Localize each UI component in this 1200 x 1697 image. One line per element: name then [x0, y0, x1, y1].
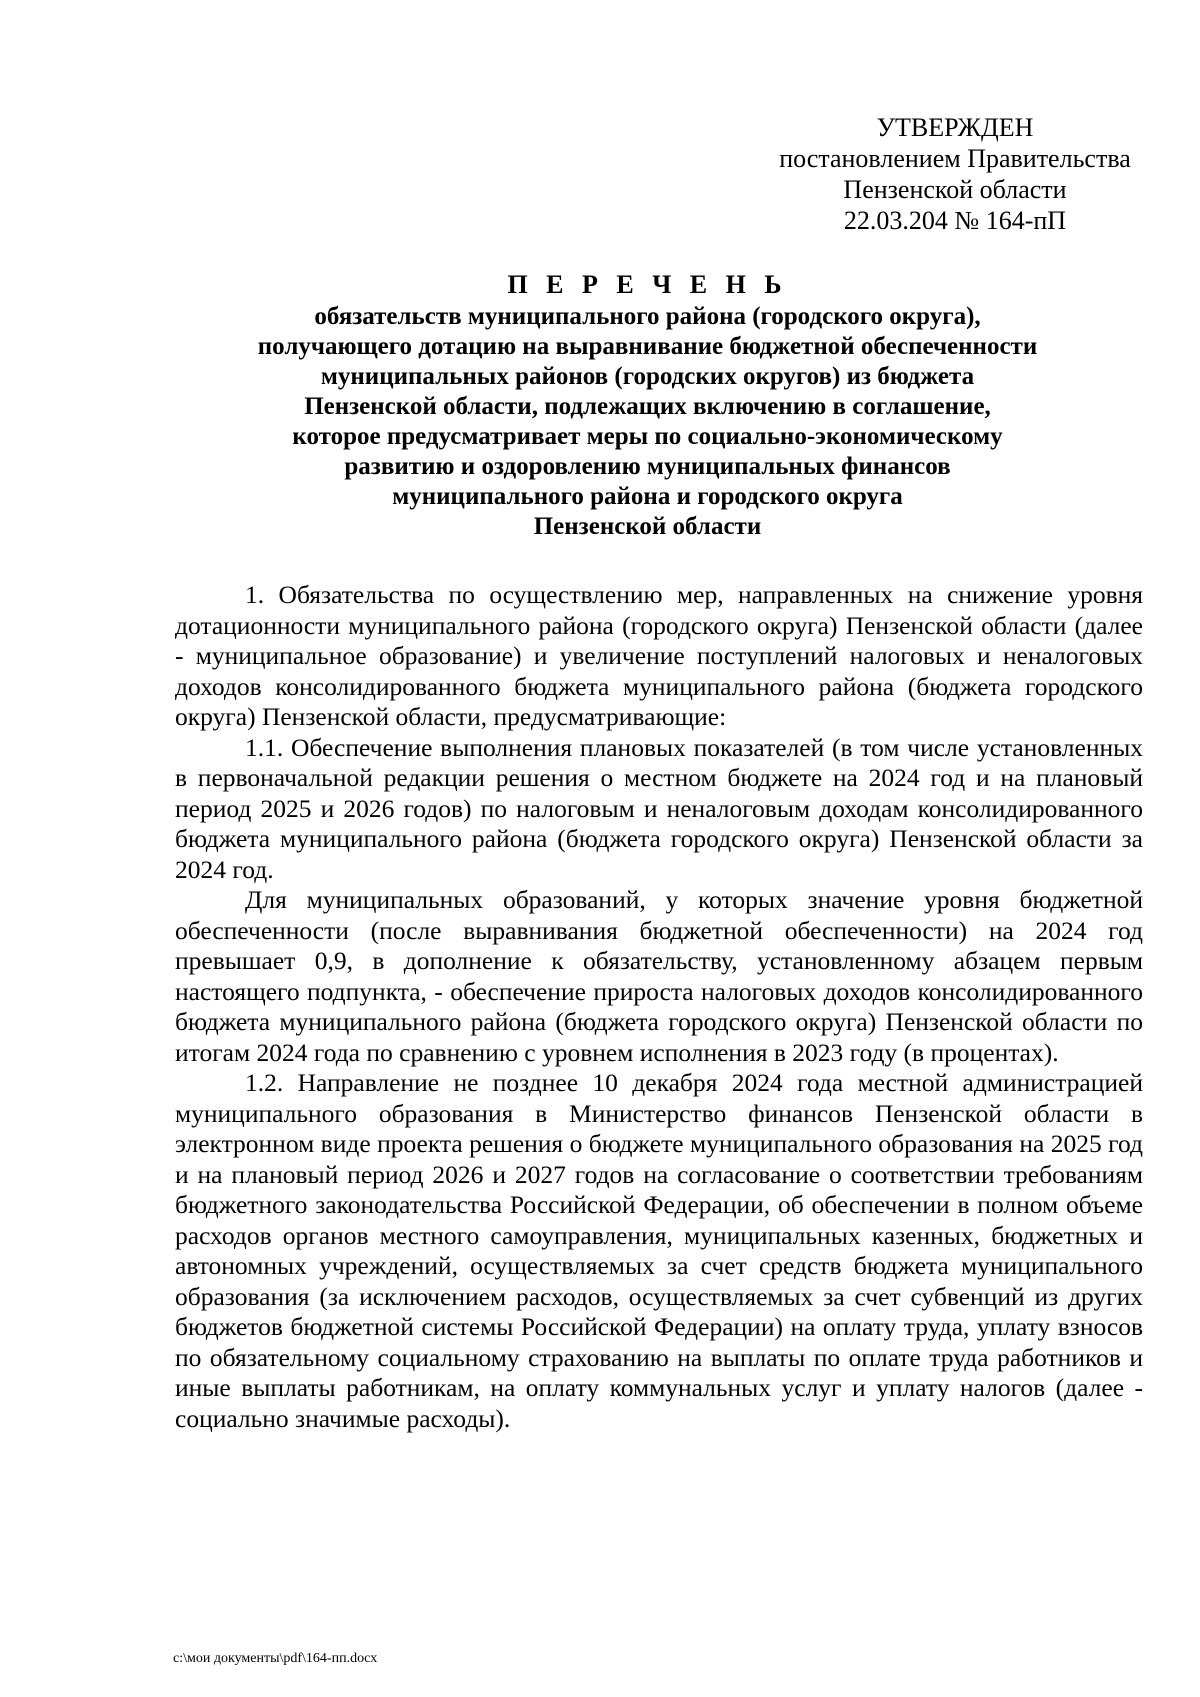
- title-line-5: которое предусматривает меры по социально-экономическому: [292, 423, 1003, 450]
- approval-date-number: 22.03.204 № 164-пП: [843, 206, 1067, 235]
- title-heading: П Е Р Е Ч Е Н Ь: [507, 270, 788, 299]
- footer-file-path: c:\мои документы\pdf\164-пп.docx: [173, 1651, 378, 1666]
- paragraph-1-2: 1.2. Направление не позднее 10 декабря 2024 года местной администрацией муниципального образования в Министерство финансов Пензенской области в электронном виде проекта решения о бюджете муниципального образования на 2025 год и на плановый период 2026 и 2027 годов на согласование о соответствии требованиям бюджетного законодательства Российской Федерации, об обеспечении в полном объеме расходов органов местного самоуправления, муниципальных казенных, бюджетных и автономных учреждений, осуществляемых за счет средств бюджета муниципального образования (за исключением расходов, осуществляемых за счет субвенций из других бюджетов бюджетной системы Российской Федерации) на оплату труда, уплату взносов по обязательному социальному страхованию на выплаты по оплате труда работников и иные выплаты работникам, на оплату коммунальных услуг и уплату налогов (далее - социально значимые расходы).: [175, 1068, 1143, 1433]
- approval-resolution: постановлением Правительства: [779, 144, 1131, 173]
- approval-stamp: [740, 112, 1170, 236]
- title-line-7: муниципального района и городского округа: [392, 483, 903, 510]
- title-line-3: муниципальных районов (городских округов) из бюджета: [320, 363, 975, 390]
- document-body: [175, 580, 1143, 1434]
- paragraph-1: 1. Обязательства по осуществлению мер, направленных на снижение уровня дотационности муниципального района (городского округа) Пензенской области (далее - муниципальное образование) и увеличение поступлений налоговых и неналоговых доходов консолидированного бюджета муниципального района (бюджета городского округа) Пензенской области, предусматривающие:: [175, 580, 1143, 731]
- title-line-1: обязательств муниципального района (городского округа),: [314, 303, 981, 330]
- title-line-6: развитию и оздоровлению муниципальных финансов: [344, 453, 951, 480]
- paragraph-1-1: 1.1. Обеспечение выполнения плановых показателей (в том числе установленных в первоначальной редакции решения о местном бюджете на 2024 год и на плановый период 2025 и 2026 годов) по налоговым и неналоговым доходам консолидированного бюджета муниципального района (бюджета городского округа) Пензенской области за 2024 год.: [175, 732, 1143, 884]
- approval-title: УТВЕРЖДЕН: [876, 113, 1034, 142]
- title-line-8: Пензенской области: [533, 513, 762, 540]
- paragraph-1-1-addendum: Для муниципальных образований, у которых значение уровня бюджетной обеспеченности (после выравнивания бюджетной обеспеченности) на 2024 год превышает 0,9, в дополнение к обязательству, установленному абзацем первым настоящего подпункта, - обеспечение прироста налоговых доходов консолидированного бюджета муниципального района (бюджета городского округа) Пензенской области по итогам 2024 года по сравнению с уровнем исполнения в 2023 году (в процентах).: [175, 885, 1143, 1067]
- title-line-4: Пензенской области, подлежащих включению в соглашение,: [304, 393, 991, 420]
- approval-region: Пензенской области: [843, 175, 1067, 204]
- title-line-2: получающего дотацию на выравнивание бюджетной обеспеченности: [257, 333, 1038, 360]
- document-title: [175, 270, 1120, 542]
